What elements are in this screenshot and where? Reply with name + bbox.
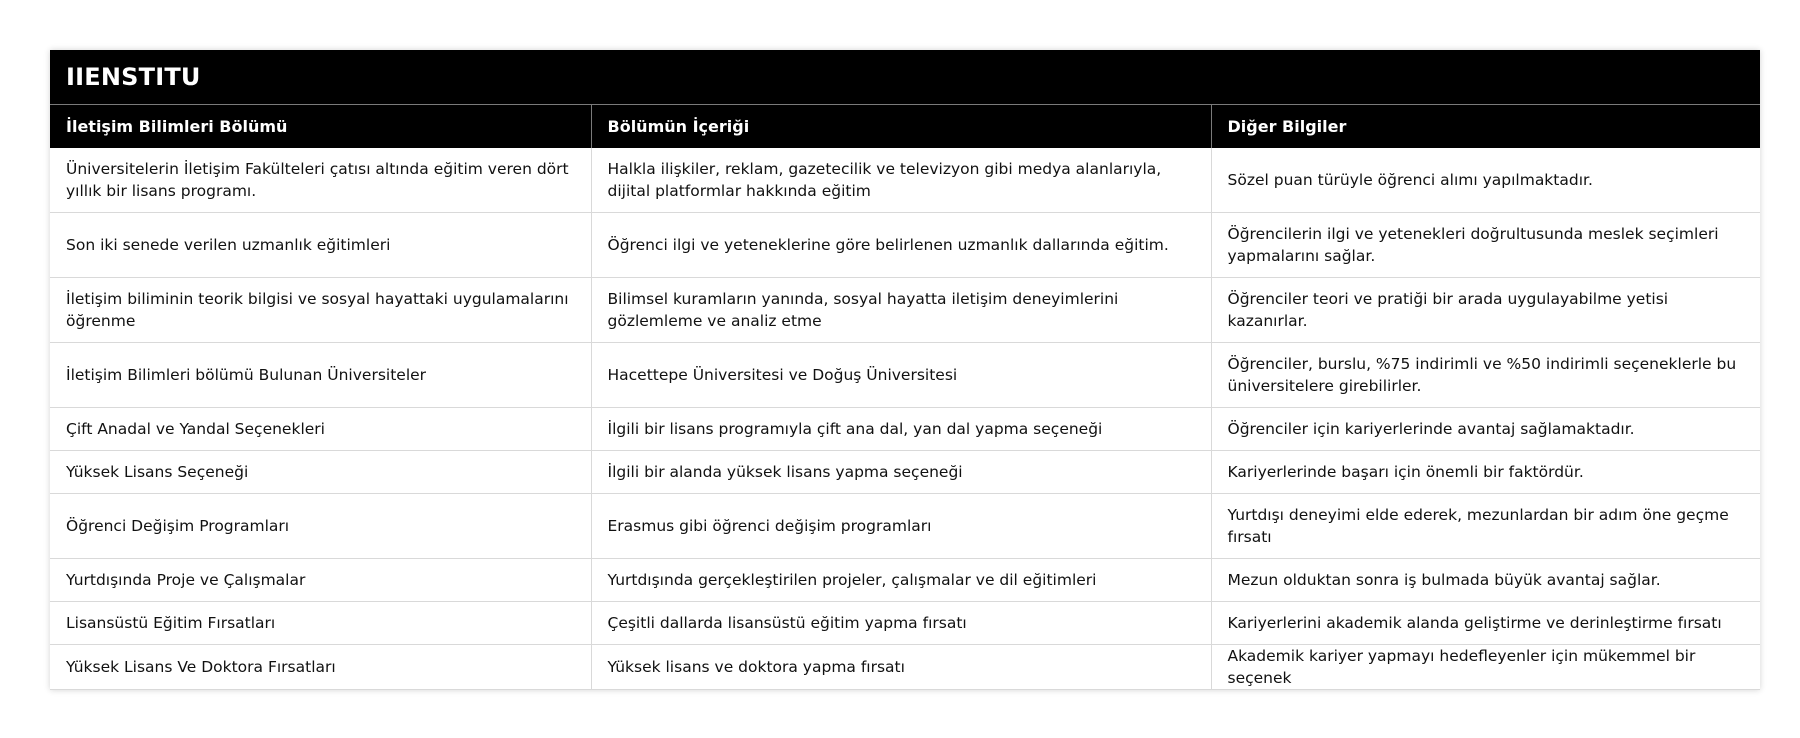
table-cell: Hacettepe Üniversitesi ve Doğuş Üniversitesi xyxy=(591,343,1211,408)
info-table-card xyxy=(50,50,1760,690)
table-cell: İletişim Bilimleri bölümü Bulunan Üniversiteler xyxy=(50,343,591,408)
table-cell: Lisansüstü Eğitim Fırsatları xyxy=(50,602,591,645)
table-cell: Bilimsel kuramların yanında, sosyal hayatta iletişim deneyimlerini gözlemleme ve analiz etme xyxy=(591,278,1211,343)
table-row xyxy=(50,213,1760,278)
table-row xyxy=(50,278,1760,343)
table-row xyxy=(50,451,1760,494)
table-cell: Sözel puan türüyle öğrenci alımı yapılmaktadır. xyxy=(1211,148,1760,213)
table-cell: Yurtdışında gerçekleştirilen projeler, çalışmalar ve dil eğitimleri xyxy=(591,559,1211,602)
table-cell: Kariyerlerini akademik alanda geliştirme ve derinleştirme fırsatı xyxy=(1211,602,1760,645)
table-cell: Üniversitelerin İletişim Fakülteleri çatısı altında eğitim veren dört yıllık bir lisans programı. xyxy=(50,148,591,213)
table-cell: İletişim biliminin teorik bilgisi ve sosyal hayattaki uygulamalarını öğrenme xyxy=(50,278,591,343)
table-row xyxy=(50,645,1760,690)
table-cell: Erasmus gibi öğrenci değişim programları xyxy=(591,494,1211,559)
table-header-row xyxy=(50,105,1760,148)
table-cell: Yüksek Lisans Seçeneği xyxy=(50,451,591,494)
table-cell: Mezun olduktan sonra iş bulmada büyük avantaj sağlar. xyxy=(1211,559,1760,602)
table-cell: Yurtdışında Proje ve Çalışmalar xyxy=(50,559,591,602)
table-cell: Öğrenciler için kariyerlerinde avantaj sağlamaktadır. xyxy=(1211,408,1760,451)
table-row xyxy=(50,148,1760,213)
table-cell: Yüksek Lisans Ve Doktora Fırsatları xyxy=(50,645,591,690)
table-row xyxy=(50,602,1760,645)
table-cell: Son iki senede verilen uzmanlık eğitimleri xyxy=(50,213,591,278)
table-cell: Öğrenci Değişim Programları xyxy=(50,494,591,559)
table-title: IIENSTITU xyxy=(50,50,1760,105)
table-row xyxy=(50,343,1760,408)
table-cell: Çift Anadal ve Yandal Seçenekleri xyxy=(50,408,591,451)
table-row xyxy=(50,559,1760,602)
table-cell: İlgili bir lisans programıyla çift ana dal, yan dal yapma seçeneği xyxy=(591,408,1211,451)
table-cell: Yüksek lisans ve doktora yapma fırsatı xyxy=(591,645,1211,690)
column-header-department: İletişim Bilimleri Bölümü xyxy=(50,105,591,148)
table-cell: Halkla ilişkiler, reklam, gazetecilik ve televizyon gibi medya alanlarıyla, dijital platformlar hakkında eğitim xyxy=(591,148,1211,213)
table-cell: Öğrencilerin ilgi ve yetenekleri doğrultusunda meslek seçimleri yapmalarını sağlar. xyxy=(1211,213,1760,278)
table-cell: Öğrenciler teori ve pratiği bir arada uygulayabilme yetisi kazanırlar. xyxy=(1211,278,1760,343)
table-cell: Çeşitli dallarda lisansüstü eğitim yapma fırsatı xyxy=(591,602,1211,645)
table-row xyxy=(50,494,1760,559)
table-cell: İlgili bir alanda yüksek lisans yapma seçeneği xyxy=(591,451,1211,494)
table-cell: Akademik kariyer yapmayı hedefleyenler için mükemmel bir seçenek xyxy=(1211,645,1760,690)
table-cell: Öğrenci ilgi ve yeteneklerine göre belirlenen uzmanlık dallarında eğitim. xyxy=(591,213,1211,278)
table-cell: Öğrenciler, burslu, %75 indirimli ve %50 indirimli seçeneklerle bu üniversitelere girebilirler. xyxy=(1211,343,1760,408)
info-table xyxy=(50,105,1760,690)
table-cell: Kariyerlerinde başarı için önemli bir faktördür. xyxy=(1211,451,1760,494)
table-row xyxy=(50,408,1760,451)
table-cell: Yurtdışı deneyimi elde ederek, mezunlardan bir adım öne geçme fırsatı xyxy=(1211,494,1760,559)
column-header-other-info: Diğer Bilgiler xyxy=(1211,105,1760,148)
column-header-content: Bölümün İçeriği xyxy=(591,105,1211,148)
